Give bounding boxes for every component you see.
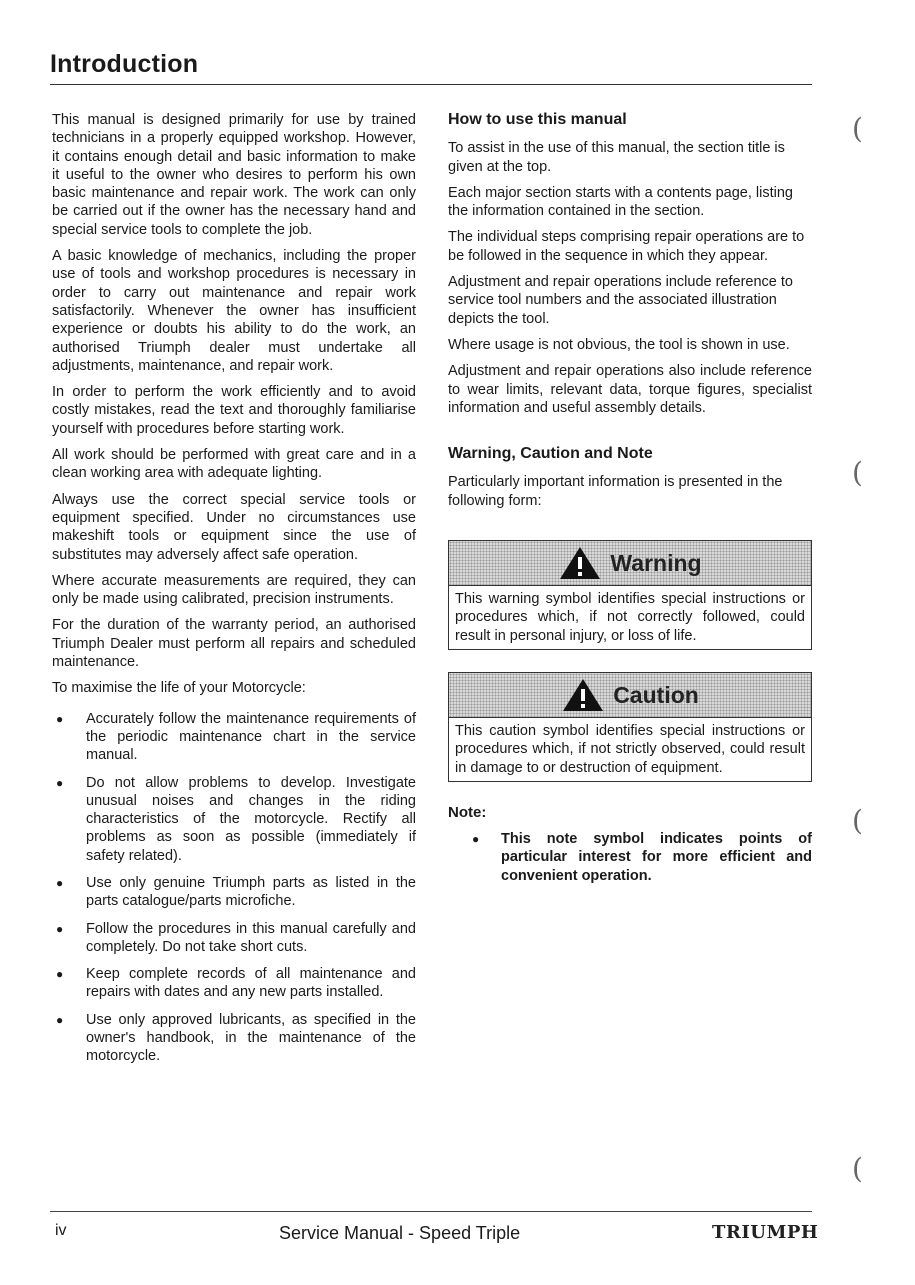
binder-hole-mark: (	[852, 804, 863, 837]
bullet-icon: ●	[56, 775, 64, 790]
warning-text: This warning symbol identifies special instructions or procedures which, if not correctly followed, could result in personal injury, or loss of life.	[455, 591, 805, 644]
warning-box	[448, 540, 812, 650]
section-heading-warning-caution-note: Warning, Caution and Note	[448, 445, 653, 463]
paragraph: To assist in the use of this manual, the section title is given at the top.	[448, 140, 785, 175]
list-item: ● Do not allow problems to develop. Investigate unusual noises and changes in the riding characteristics of the motorcycle. Rectify all problems as soon as possible (immediately if safety related).	[56, 774, 416, 864]
list-item: ● Accurately follow the maintenance requirements of the periodic maintenance chart in the service manual.	[56, 710, 416, 764]
caution-box	[448, 672, 812, 782]
caution-title: Caution	[613, 681, 699, 708]
paragraph: Where accurate measurements are required, they can only be made using calibrated, precision instruments.	[52, 572, 416, 608]
paragraph: A basic knowledge of mechanics, including the proper use of tools and workshop procedures is necessary in order to carry out maintenance and repair work satisfactorily. Whenever the owner has insufficient experience or doubts his ability to do the work, an authorised Triumph dealer must undertake all adjustments, maintenance, and repair work.	[52, 248, 416, 374]
bullet-icon: ●	[56, 875, 64, 890]
paragraph: Particularly important information is presented in the following form:	[448, 474, 783, 509]
page-title: Introduction	[50, 50, 199, 78]
caution-triangle-icon	[561, 677, 605, 713]
warning-header	[449, 541, 811, 586]
bullet-icon: ●	[56, 711, 64, 726]
title-divider	[50, 84, 812, 85]
paragraph: For the duration of the warranty period, an authorised Triumph Dealer must perform all repairs and scheduled maintenance.	[52, 617, 416, 671]
note-label: Note:	[448, 803, 487, 821]
paragraph: All work should be performed with great care and in a clean working area with adequate lighting.	[52, 447, 416, 482]
paragraph: This manual is designed primarily for use by trained technicians in a properly equipped workshop. However, it contains enough detail and basic information to make it useful to the owner who desires to perform his own basic maintenance and repair work. The work can only be carried out if the owner has the necessary hand and special service tools to complete the job.	[52, 112, 416, 238]
note-item: ● This note symbol indicates points of particular interest for more efficient and convenient operation.	[472, 831, 812, 884]
bullet-icon: ●	[56, 967, 64, 982]
list-item: ● Use only approved lubricants, as specified in the owner's handbook, in the maintenance of the motorcycle.	[56, 1011, 416, 1065]
warning-triangle-icon	[558, 545, 602, 581]
footer-title: Service Manual - Speed Triple	[279, 1223, 521, 1243]
list-item: ● Use only genuine Triumph parts as listed in the parts catalogue/parts microfiche.	[56, 874, 416, 910]
footer-divider	[50, 1211, 812, 1212]
paragraph: Each major section starts with a contents page, listing the information contained in the section.	[448, 184, 793, 220]
warning-title: Warning	[610, 549, 702, 576]
triumph-logo: TRIUMPH	[712, 1222, 819, 1243]
paragraph: Where usage is not obvious, the tool is shown in use.	[448, 336, 790, 353]
list-item: ● Follow the procedures in this manual carefully and completely. Do not take short cuts.	[56, 920, 416, 955]
right-column	[448, 111, 812, 885]
paragraph: Adjustment and repair operations include reference to service tool numbers and the associated illustration depicts the tool.	[448, 274, 793, 327]
paragraph: In order to perform the work efficiently and to avoid costly mistakes, read the text and thoroughly familiarise yourself with procedures before starting work.	[52, 384, 416, 437]
maintenance-tips-list	[52, 710, 416, 1066]
paragraph: The individual steps comprising repair operations are to be followed in the sequence in which they appear.	[448, 229, 805, 264]
paragraph: To maximise the life of your Motorcycle:	[52, 680, 306, 697]
binder-hole-mark: (	[852, 112, 863, 145]
binder-hole-mark: (	[852, 1152, 863, 1185]
section-heading-how-to-use: How to use this manual	[448, 111, 627, 128]
note-list	[448, 830, 812, 885]
caution-header	[449, 673, 811, 718]
bullet-icon: ●	[56, 921, 64, 936]
left-column	[52, 111, 416, 1075]
bullet-icon: ●	[472, 832, 480, 847]
paragraph: Always use the correct special service tools or equipment specified. Under no circumstances use makeshift tools or equipment since the use of substitutes may adversely affect safe operation.	[52, 491, 416, 563]
bullet-icon: ●	[56, 1012, 64, 1027]
page-number: iv	[55, 1222, 67, 1239]
list-item: ● Keep complete records of all maintenance and repairs with dates and any new parts installed.	[56, 966, 416, 1001]
caution-text: This caution symbol identifies special instructions or procedures which, if not strictly observed, could result in damage to or destruction of equipment.	[455, 722, 805, 776]
paragraph: Adjustment and repair operations also include reference to wear limits, relevant data, torque figures, specialist information and useful assembly details.	[448, 363, 812, 416]
binder-hole-mark: (	[852, 456, 863, 489]
